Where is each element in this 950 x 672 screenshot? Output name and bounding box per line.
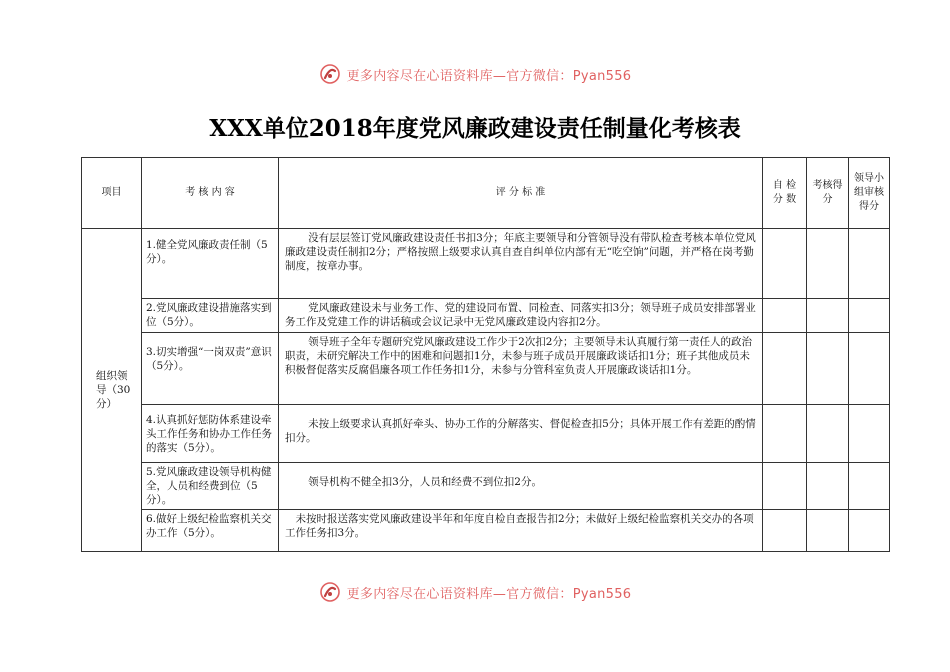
- header-self-score: 自 检 分 数: [763, 158, 807, 229]
- leader-score-cell: [849, 229, 890, 299]
- brush-logo-icon: [319, 581, 341, 603]
- header-leader-score: 领导小组审核得分: [849, 158, 890, 229]
- table-row: [82, 463, 890, 510]
- criteria-cell: 没有层层签订党风廉政建设责任书扣3分；年底主要领导和分管领导没有带队检查考核本单位党风廉政建设责任制扣2分；严格按照上级要求认真自查自纠单位内部有无“吃空饷”问题，并严格在岗考勤制度，按章办事。: [279, 229, 763, 299]
- page-title: XXX单位2018年度党风廉政建设责任制量化考核表: [209, 115, 741, 142]
- watermark-text: 更多内容尽在心语资料库—官方微信：Pyan556: [346, 68, 632, 84]
- item-cell: 2.党风廉政建设措施落实到位（5分）。: [142, 299, 279, 333]
- exam-score-cell: [807, 333, 849, 405]
- watermark-text: 更多内容尽在心语资料库—官方微信：Pyan556: [346, 586, 632, 602]
- exam-score-cell: [807, 463, 849, 510]
- criteria-cell: 未按时报送落实党风廉政建设半年和年度自检自查报告扣2分；未做好上级纪检监察机关交办的各项工作任务扣3分。: [279, 510, 763, 552]
- self-score-cell: [763, 229, 807, 299]
- table-row: [82, 333, 890, 405]
- header-exam-score: 考核得分: [807, 158, 849, 229]
- watermark-banner-bottom: [0, 579, 950, 605]
- watermark-banner-top: [0, 61, 950, 87]
- item-cell: 1.健全党风廉政责任制（5分）。: [142, 229, 279, 299]
- self-score-cell: [763, 405, 807, 463]
- exam-score-cell: [807, 510, 849, 552]
- header-project: 项目: [82, 158, 142, 229]
- leader-score-cell: [849, 333, 890, 405]
- item-cell: 6.做好上级纪检监察机关交办工作（5分）。: [142, 510, 279, 552]
- header-content: 考 核 内 容: [142, 158, 279, 229]
- leader-score-cell: [849, 463, 890, 510]
- header-criteria: 评 分 标 准: [279, 158, 763, 229]
- criteria-cell: 党风廉政建设未与业务工作、党的建设同布置、同检查、同落实扣3分；领导班子成员安排部署业务工作及党建工作的讲话稿或会议记录中无党风廉政建设内容扣2分。: [279, 299, 763, 333]
- self-score-cell: [763, 463, 807, 510]
- exam-score-cell: [807, 229, 849, 299]
- item-cell: 3.切实增强“一岗双责”意识（5分）。: [142, 333, 279, 405]
- exam-score-cell: [807, 405, 849, 463]
- table-row: [82, 299, 890, 333]
- table-row: [82, 510, 890, 552]
- exam-score-cell: [807, 299, 849, 333]
- item-cell: 5.党风廉政建设领导机构健全，人员和经费到位（5分）。: [142, 463, 279, 510]
- category-cell: 组织领导（30分）: [82, 229, 142, 552]
- criteria-cell: 未按上级要求认真抓好牵头、协办工作的分解落实、督促检查扣5分；具体开展工作有差距的酌情扣分。: [279, 405, 763, 463]
- item-cell: 4.认真抓好惩防体系建设牵头工作任务和协办工作任务的落实（5分）。: [142, 405, 279, 463]
- leader-score-cell: [849, 299, 890, 333]
- brush-logo-icon: [319, 63, 341, 85]
- criteria-cell: 领导班子全年专题研究党风廉政建设工作少于2次扣2分；主要领导未认真履行第一责任人的政治职责，未研究解决工作中的困难和问题扣1分，未参与班子成员开展廉政谈话扣1分；班子其他成员未积极督促落实反腐倡廉各项工作任务扣1分，未参与分管科室负责人开展廉政谈话扣1分。: [279, 333, 763, 405]
- leader-score-cell: [849, 510, 890, 552]
- self-score-cell: [763, 333, 807, 405]
- assessment-table: [81, 157, 890, 552]
- criteria-cell: 领导机构不健全扣3分，人员和经费不到位扣2分。: [279, 463, 763, 510]
- leader-score-cell: [849, 405, 890, 463]
- table-row: [82, 405, 890, 463]
- table-row: [82, 229, 890, 299]
- self-score-cell: [763, 299, 807, 333]
- table-header-row: [82, 158, 890, 229]
- self-score-cell: [763, 510, 807, 552]
